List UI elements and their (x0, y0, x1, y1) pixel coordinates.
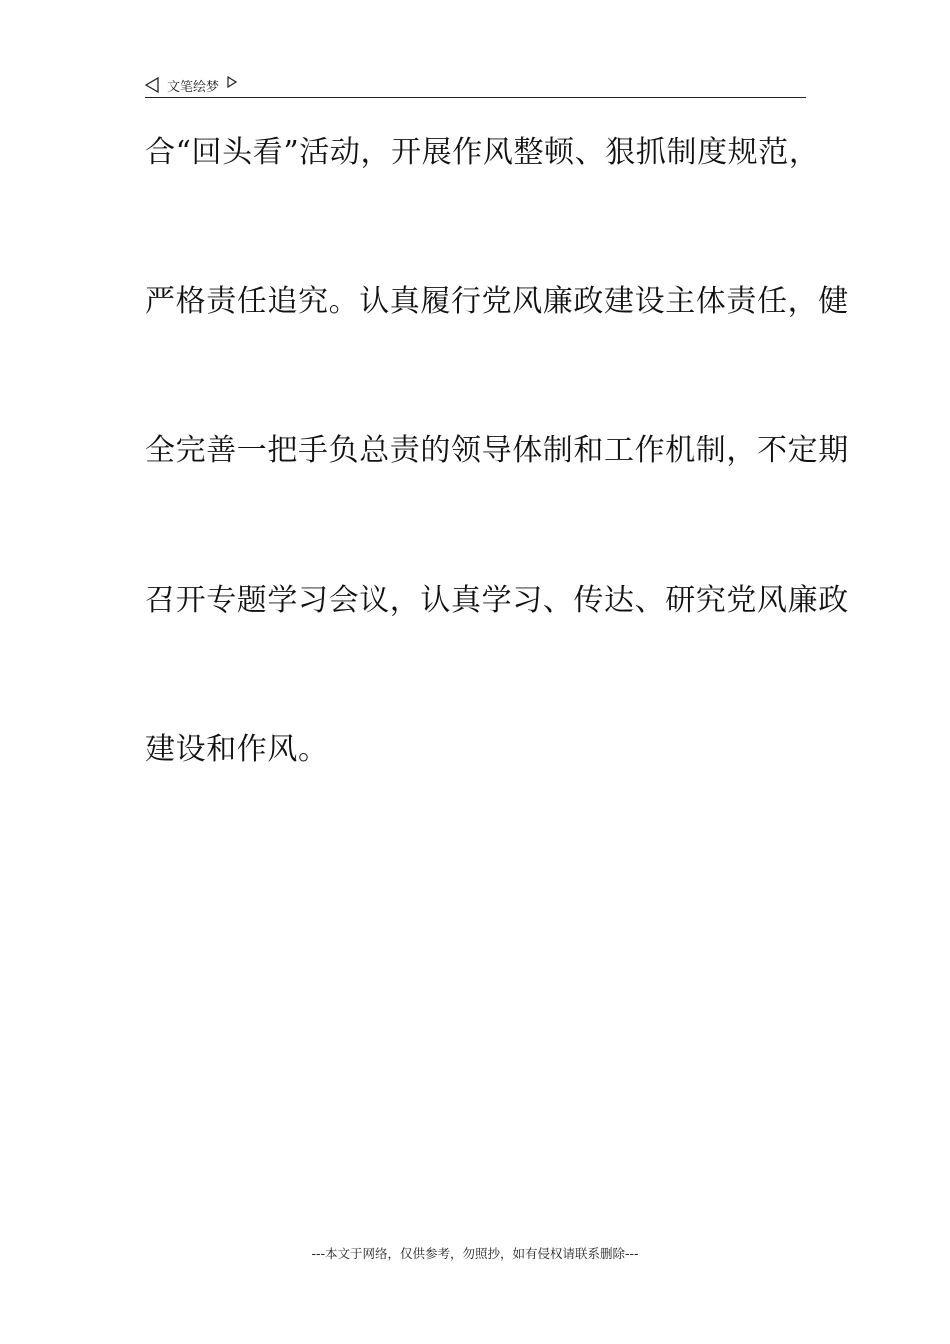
body-text-line: 建设和作风。 (145, 732, 329, 767)
page-footer: ---本文于网络，仅供参考，勿照抄，如有侵权请联系删除--- (311, 1246, 639, 1261)
triangle-left-outline-icon (145, 77, 159, 93)
body-text-line: 合“回头看”活动，开展作风整顿、狠抓制度规范， (145, 135, 820, 170)
body-text-line: 召开专题学习会议，认真学习、传达、研究党风廉政 (145, 583, 849, 618)
triangle-right-outline-icon (227, 76, 237, 88)
body-text-line: 严格责任追究。认真履行党风廉政建设主体责任，健 (145, 284, 849, 319)
body-text-line: 全完善一把手负总责的领导体制和工作机制，不定期 (145, 433, 849, 468)
header-title: 文笔绘梦 (167, 79, 220, 95)
header-divider (145, 97, 806, 98)
page-header (145, 74, 806, 96)
